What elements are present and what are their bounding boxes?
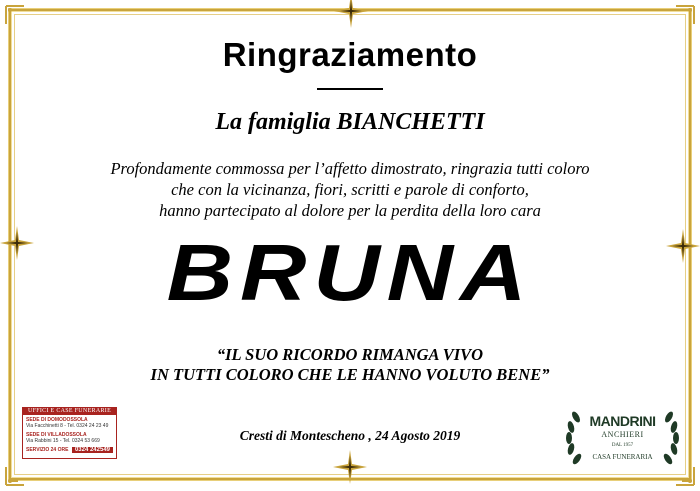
frame-corner-ornament-icon [662, 4, 696, 38]
message-line: hanno partecipato al dolore per la perdita della loro cara [159, 201, 541, 220]
title-divider [317, 88, 383, 90]
logo-name: MANDRINI [589, 413, 656, 429]
gold-star-ornament-icon [334, 0, 368, 28]
funeral-home-logo [560, 405, 685, 471]
office-footer [26, 447, 113, 453]
logo-subtitle: ANCHIERI [601, 430, 644, 439]
message-line: Profondamente commossa per l’affetto dimostrato, ringrazia tutti coloro [110, 159, 590, 178]
service-label: SERVIZIO 24 ORE [26, 447, 69, 453]
branch-label: SEDE DI DOMODOSSOLA [26, 417, 88, 423]
gold-star-ornament-icon [333, 450, 367, 484]
frame-corner-ornament-icon [4, 4, 38, 38]
quote-line: “IL SUO RICORDO RIMANGA VIVO [216, 345, 484, 364]
office-header: UFFICI E CASE FUNERARIE [22, 407, 117, 415]
quote-line: IN TUTTI COLORO CHE LE HANNO VOLUTO BENE” [150, 365, 550, 384]
deceased-name: BRUNA [166, 228, 534, 317]
family-name: La famiglia BIANCHETTI [215, 109, 485, 135]
branch-address: Via Facchinetti 8 - Tel. 0324 24 23 49 [26, 423, 109, 429]
message-line: che con la vicinanza, fiori, scritti e parole di conforto, [171, 180, 529, 199]
funeral-office-box [22, 407, 117, 470]
logo-year: DAL 1957 [611, 443, 634, 448]
thanks-message [60, 158, 640, 221]
memorial-quote [0, 345, 700, 385]
office-body [22, 415, 117, 459]
office-phone: 0324 242549 [72, 447, 113, 453]
notice-title: Ringraziamento [222, 36, 478, 73]
logo-footer: CASA FUNERARIA [592, 453, 653, 461]
branch-address: Via Rabbini 15 - Tel. 0324 53 669 [26, 438, 100, 444]
branch-label: SEDE DI VILLADOSSOLA [26, 432, 87, 438]
place-and-date: Cresti di Montescheno , 24 Agosto 2019 [239, 428, 461, 443]
